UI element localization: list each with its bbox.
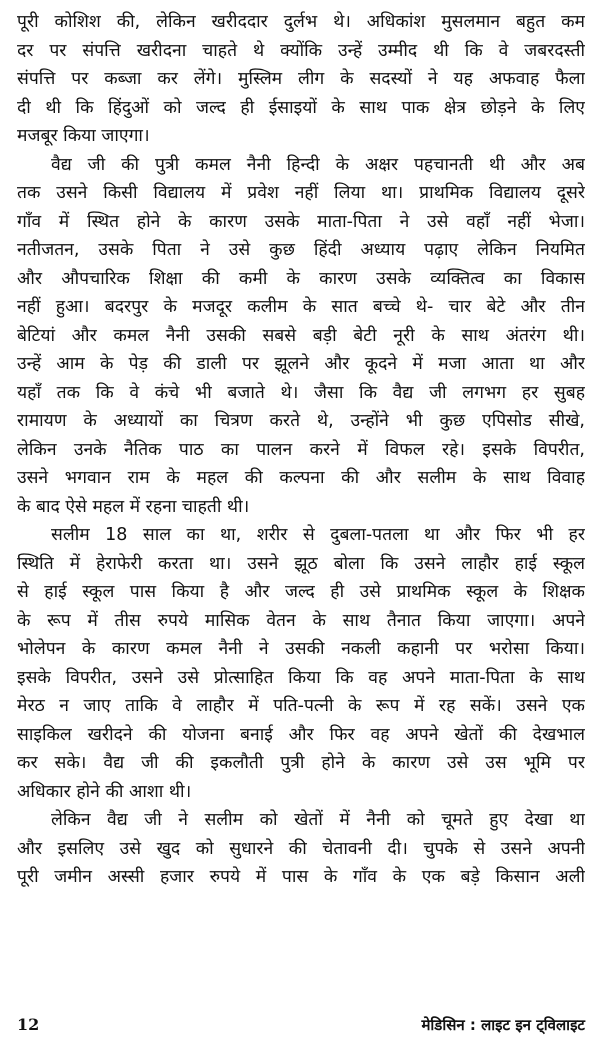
paragraph-start-line: लेकिन वैद्य जी ने सलीम को खेतों में नैनी को चूमते हुए देखा था bbox=[51, 810, 585, 830]
text-line: मजबूर किया जाएगा। bbox=[17, 126, 150, 146]
text-line: इसके विपरीत, उसने उसे प्रोत्साहित किया कि वह अपने माता-पिता के साथ bbox=[17, 667, 585, 688]
text-line: के रूप में तीस रुपये मासिक वेतन के साथ तैनात किया जाएगा। अपने bbox=[17, 610, 585, 631]
text-line: संपत्ति पर कब्जा कर लेंगे। मुस्लिम लीग के सदस्यों ने यह अफवाह फैला bbox=[17, 69, 585, 89]
text-line: दी थी कि हिंदुओं को जल्द ही ईसाइयों के साथ पाक क्षेत्र छोड़ने के लिए bbox=[17, 97, 585, 118]
text-line: अधिकार होने की आशा थी। bbox=[17, 781, 192, 802]
text-line: से हाई स्कूल पास किया है और जल्द ही उसे प्राथमिक स्कूल के शिक्षक bbox=[17, 582, 585, 602]
text-line: कर सके। वैद्य जी की इकलौती पुत्री होने के कारण उसे उस भूमि पर bbox=[17, 753, 585, 773]
text-line: और औपचारिक शिक्षा की कमी के कारण उसके व्यक्तित्व का विकास bbox=[17, 268, 585, 289]
text-line: रामायण के अध्यायों का चित्रण करते थे, उन्होंने भी कुछ एपिसोड सीखे, bbox=[17, 411, 585, 431]
text-line: उसने भगवान राम के महल की कल्पना की और सलीम के साथ विवाह bbox=[17, 468, 585, 488]
text-line: पूरी जमीन अस्सी हजार रुपये में पास के गाँव के एक बड़े किसान अली bbox=[17, 867, 585, 887]
text-line: गाँव में स्थित होने के कारण उसके माता-पिता ने उसे वहाँ नहीं भेजा। bbox=[17, 211, 585, 232]
text-line: बेटियां और कमल नैनी उसकी सबसे बड़ी बेटी नूरी के साथ अंतरंग थी। bbox=[17, 325, 585, 346]
page-number: 12 bbox=[17, 1015, 40, 1034]
text-line: भोलेपन के कारण कमल नैनी ने उसकी नकली कहानी पर भरोसा किया। bbox=[17, 639, 585, 659]
text-line: पूरी कोशिश की, लेकिन खरीददार दुर्लभ थे। अधिकांश मुसलमान बहुत कम bbox=[17, 12, 585, 32]
text-line: मेरठ न जाए ताकि वे लाहौर में पति-पत्नी के रूप में रह सकें। उसने एक bbox=[17, 696, 585, 716]
paragraph-start-line: सलीम 18 साल का था, शरीर से दुबला-पतला था और फिर भी हर bbox=[51, 525, 585, 545]
text-line: साइकिल खरीदने की योजना बनाई और फिर वह अपने खेतों की देखभाल bbox=[17, 724, 585, 745]
text-line: लेकिन उनके नैतिक पाठ का पालन करने में विफल रहे। इसके विपरीत, bbox=[17, 439, 585, 460]
paragraph-start-line: वैद्य जी की पुत्री कमल नैनी हिन्दी के अक्षर पहचानती थी और अब bbox=[51, 154, 585, 175]
text-line: नतीजतन, उसके पिता ने उसे कुछ हिंदी अध्याय पढ़ाए लेकिन नियमित bbox=[17, 240, 585, 260]
page-footer bbox=[17, 1012, 585, 1038]
text-line: के बाद ऐसे महल में रहना चाहती थी। bbox=[17, 496, 250, 517]
text-line: उन्हें आम के पेड़ की डाली पर झूलने और कूदने में मजा आता था और bbox=[17, 354, 585, 374]
text-line: और इसलिए उसे खुद को सुधारने की चेतावनी दी। चुपके से उसने अपनी bbox=[17, 838, 585, 859]
text-line: यहाँ तक कि वे कंचे भी बजाते थे। जैसा कि वैद्य जी लगभग हर सुबह bbox=[17, 382, 585, 403]
text-line: तक उसने किसी विद्यालय में प्रवेश नहीं लिया था। प्राथमिक विद्यालय दूसरे bbox=[17, 183, 585, 203]
text-line: स्थिति में हेराफेरी करता था। उसने झूठ बोला कि उसने लाहौर हाई स्कूल bbox=[17, 553, 585, 574]
running-title: मेडिसिन : लाइट इन ट्विलाइट bbox=[421, 1016, 585, 1034]
body-text bbox=[17, 8, 585, 892]
text-line: नहीं हुआ। बदरपुर के मजदूर कलीम के सात बच्चे थे- चार बेटे और तीन bbox=[17, 297, 585, 317]
text-line: दर पर संपत्ति खरीदना चाहते थे क्योंकि उन्हें उम्मीद थी कि वे जबरदस्ती bbox=[17, 40, 585, 61]
